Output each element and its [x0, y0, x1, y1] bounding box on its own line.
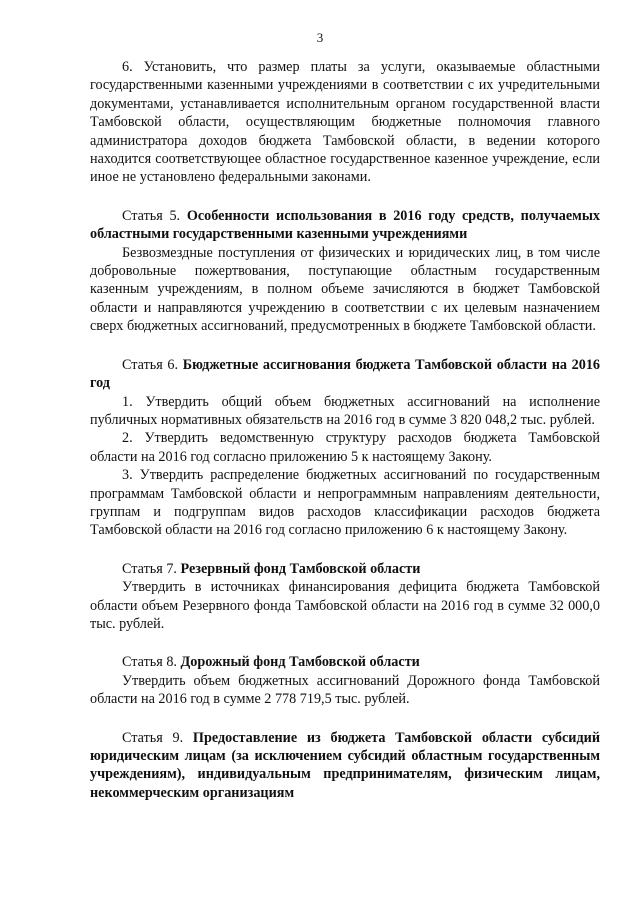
- article-8-paragraph-1: Утвердить объем бюджетных ассигнований Дорожного фонда Тамбовской области на 2016 год в сумме 2 778 719,5 тыс. рублей.: [90, 672, 600, 708]
- article-5-paragraph-1: Безвозмездные поступления от физических и юридических лиц, в том числе добровольные пожертвования, поступающие областным государственным казенным учреждениям, в полном объеме зачисляются в бюджет Тамбовской области и направляются учреждению в соответствии с их целевым назначением сверх бюджетных ассигнований, предусмотренных в бюджете Тамбовской области.: [90, 244, 600, 335]
- spacer: [90, 540, 600, 560]
- article-9-title: Предоставление из бюджета Тамбовской области субсидий юридическим лицам (за исключением субсидий областным государственным учреждениям), индивидуальным предпринимателям, физическим лицам, некоммерческим организациям: [90, 729, 601, 801]
- article-9-label: Статья 9.: [122, 729, 184, 746]
- article-6-paragraph-3: 3. Утвердить распределение бюджетных ассигнований по государственным программам Тамбовской области и непрограммным направлениям деятельности, группам и подгруппам видов расходов классификации расходов бюджета Тамбовской области на 2016 год согласно приложению 6 к настоящему Закону.: [90, 467, 600, 539]
- article-7-heading: [90, 560, 600, 578]
- page-number: 3: [316, 30, 324, 45]
- article-9-heading: [90, 729, 600, 803]
- article-5-title: Особенности использования в 2016 году средств, получаемых областными государственными казенными учреждениями: [90, 207, 601, 243]
- article-8-heading: [90, 653, 600, 671]
- paragraph-6: 6. Установить, что размер платы за услуги, оказываемые областными государственными казенными учреждениями в соответствии с их учредительными документами, устанавливается исполнительным органом государственной власти Тамбовской области, осуществляющим бюджетные полномочия главного администратора доходов бюджета Тамбовской области, в ведении которого находится соответствующее областное государственное казенное учреждение, если иное не установлено федеральными законами.: [90, 59, 600, 186]
- article-5-heading: [90, 207, 600, 244]
- article-8-label: Статья 8.: [122, 654, 177, 671]
- article-6-paragraph-1: 1. Утвердить общий объем бюджетных ассигнований на исполнение публичных нормативных обязательств на 2016 год в сумме 3 820 048,2 тыс. рублей.: [90, 393, 600, 428]
- spacer: [90, 633, 600, 653]
- article-5-label: Статья 5.: [122, 207, 181, 224]
- article-6-title: Бюджетные ассигнования бюджета Тамбовской области на 2016 год: [90, 356, 601, 392]
- spacer: [90, 336, 600, 356]
- article-6-paragraph-2: 2. Утвердить ведомственную структуру расходов бюджета Тамбовской области на 2016 год согласно приложению 5 к настоящему Закону.: [90, 430, 600, 465]
- spacer: [90, 187, 600, 207]
- spacer: [90, 709, 600, 729]
- article-7-paragraph-1: Утвердить в источниках финансирования дефицита бюджета Тамбовской области объем Резервного фонда Тамбовской области на 2016 год в сумме 32 000,0 тыс. рублей.: [90, 579, 600, 632]
- article-8-title: Дорожный фонд Тамбовской области: [180, 654, 420, 671]
- article-7-label: Статья 7.: [122, 560, 177, 577]
- article-6-label: Статья 6.: [122, 356, 179, 373]
- document-body: [90, 58, 600, 802]
- article-6-heading: [90, 356, 600, 393]
- article-7-title: Резервный фонд Тамбовской области: [180, 560, 421, 577]
